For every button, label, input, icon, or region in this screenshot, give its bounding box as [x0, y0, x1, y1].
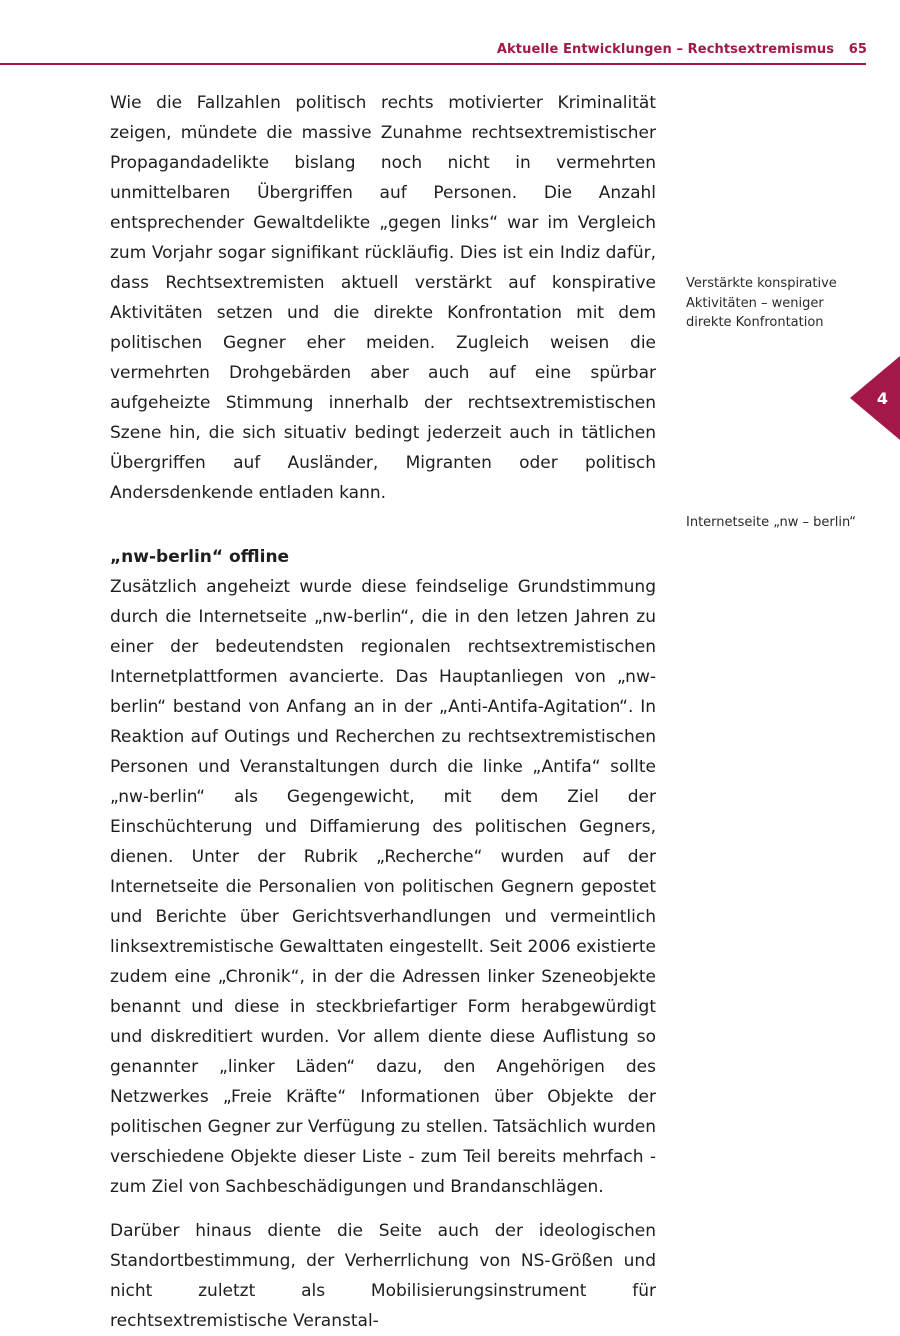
paragraph-3: Darüber hinaus diente die Seite auch der ideologischen Standortbestimmung, der Verherrlichung von NS-Größen und nicht zuletzt als Mobilisierungsinstrument für rechtsextremistische Veranstal- — [110, 1221, 656, 1331]
running-title: Aktuelle Entwicklungen – Rechtsextremismus — [496, 42, 835, 57]
section-heading: „nw-berlin“ offline — [110, 547, 290, 567]
margin-note-internetseite: Internetseite „nw – berlin“ — [686, 515, 856, 530]
chapter-tab-triangle — [850, 356, 900, 440]
margin-note-konspirative: Verstärkte konspirative Aktivitäten – weniger direkte Konfrontation — [686, 276, 837, 330]
paragraph-1: Wie die Fallzahlen politisch rechts motivierter Kriminalität zeigen, mündete die massive Zunahme rechtsextremistischer Propagandadelikte bislang noch nicht in vermehrten unmittelbaren Übergriffen auf Personen. Die Anzahl entsprechender Gewaltdelikte „gegen links“ war im Vergleich zum Vorjahr sogar signifikant rückläufig. Dies ist ein Indiz dafür, dass Rechtsextremisten aktuell verstärkt auf konspirative Aktivitäten setzen und die direkte Konfrontation mit dem politischen Gegner eher meiden. Zugleich weisen die vermehrten Drohgebärden aber auch auf eine spürbar aufgeheizte Stimmung innerhalb der rechtsextremistischen Szene hin, die sich situativ bedingt jederzeit auch in tätlichen Übergriffen auf Ausländer, Migranten oder politisch Andersdenkende entladen kann. — [110, 93, 656, 503]
chapter-tab — [850, 356, 900, 440]
chapter-number: 4 — [876, 389, 888, 408]
main-text-column — [110, 88, 656, 1336]
paragraph-2: Zusätzlich angeheizt wurde diese feindselige Grundstimmung durch die Internetseite „nw-berlin“, die in den letzen Jahren zu einer der bedeutendsten regionalen rechtsextremistischen Internetplattformen avancierte. Das Hauptanliegen von „nw-berlin“ bestand von Anfang an in der „Anti-Antifa-Agitation“. In Reaktion auf Outings und Recherchen zu rechtsextremistischen Personen und Veranstaltungen durch die linke „Antifa“ sollte „nw-berlin“ als Gegengewicht, mit dem Ziel der Einschüchterung und Diffamierung des politischen Gegners, dienen. Unter der Rubrik „Recherche“ wurden auf der Internetseite die Personalien von politischen Gegnern gepostet und Berichte über Gerichtsverhandlungen und vermeintlich linksextremistische Gewalttaten eingestellt. Seit 2006 existierte zudem eine „Chronik“, in der die Adressen linker Szeneobjekte benannt und diese in steckbriefartiger Form herabgewürdigt und diskreditiert wurden. Vor allem diente diese Auflistung so genannter „linker Läden“ dazu, den Angehörigen des Netzwerkes „Freie Kräfte“ Informationen über Objekte der politischen Gegner zur Verfügung zu stellen. Tatsächlich wurden verschiedene Objekte dieser Liste - zum Teil bereits mehrfach - zum Ziel von Sachbeschädigungen und Brandanschlägen. — [110, 577, 656, 1197]
header-rule — [0, 63, 866, 65]
running-header — [497, 42, 867, 57]
page-number: 65 — [848, 42, 867, 57]
